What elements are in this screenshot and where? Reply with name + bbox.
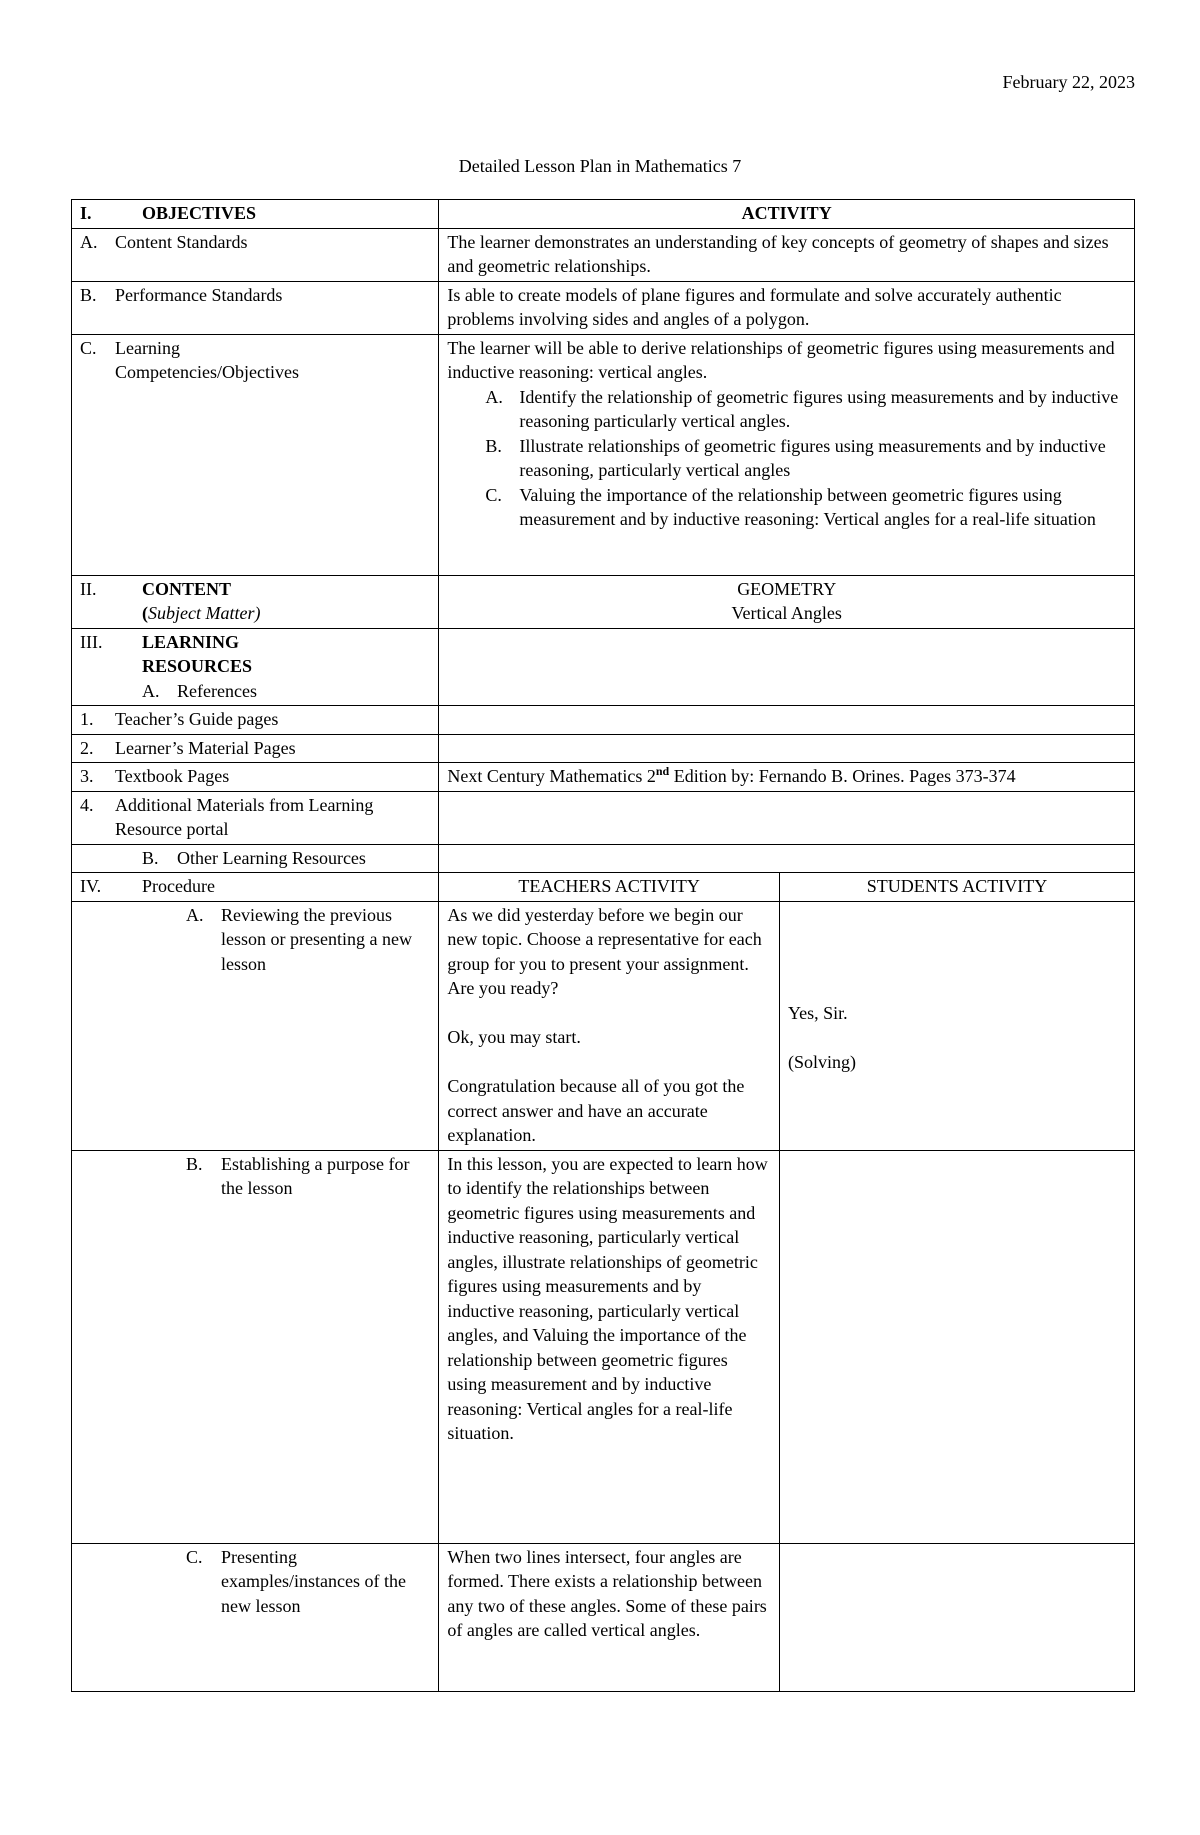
row-label: Textbook Pages (115, 766, 230, 786)
purpose-row (72, 1150, 1135, 1543)
objectives-header: OBJECTIVES (142, 203, 257, 223)
item-number: 3. (80, 766, 94, 786)
row-label: Learning (115, 337, 180, 358)
row-label: Presenting examples/instances of the new lesson (221, 1546, 406, 1616)
row-label: Reviewing the previous lesson or presenting a new lesson (221, 904, 412, 974)
item-number: B. (142, 847, 159, 868)
teacher-line: Ok, you may start. (447, 1027, 581, 1047)
section-number: III. (80, 631, 103, 652)
section-number: I. (80, 203, 92, 223)
item-number: C. (186, 1546, 203, 1567)
teachers-guide-row (72, 706, 1135, 735)
learners-material-row (72, 734, 1135, 763)
resources-label: LEARNING (142, 631, 240, 652)
row-label: Other Learning Resources (177, 847, 366, 868)
presenting-text: When two lines intersect, four angles are formed. There exists a relationship between any two of these angles. Some of these pairs of angles are called vertical angles. (447, 1546, 767, 1640)
presenting-row (72, 1543, 1135, 1691)
document-title: Detailed Lesson Plan in Mathematics 7 (458, 156, 742, 176)
objectives-header-cell (72, 200, 439, 229)
competencies-intro: The learner will be able to derive relationships of geometric figures using measurements and inductive reasoning: vertical angles. (447, 337, 1115, 382)
list-item: C. Valuing the importance of the relationship between geometric figures using measurement and by inductive reasoning: Vertical angles for a real-life situation (485, 484, 1096, 529)
item-number: A. (80, 231, 98, 252)
item-number: A. (186, 904, 204, 925)
textbook-reference: Next Century Mathematics 2nd Edition by: Fernando B. Orines. Pages 373-374 (439, 763, 1135, 792)
subject-matter-label: Subject Matter) (148, 603, 261, 623)
teachers-activity-header: TEACHERS ACTIVITY (439, 873, 780, 902)
content-standards-text: The learner demonstrates an understanding of key concepts of geometry of shapes and sizes and geometric relationships. (439, 228, 1135, 281)
item-number: 1. (80, 709, 94, 729)
competencies-row (72, 334, 1135, 575)
item-number: 4. (80, 794, 94, 815)
list-item: B. Illustrate relationships of geometric figures using measurements and by inductive reasoning, particularly vertical angles (485, 435, 1106, 480)
content-row: II. CONTENT (Subject Matter) GEOMETRY Vertical Angles (72, 575, 1135, 628)
row-label: Establishing a purpose for the lesson (221, 1153, 410, 1198)
row-label: Content Standards (115, 231, 248, 252)
additional-materials-row (72, 791, 1135, 844)
section-number: II. (80, 578, 97, 599)
performance-standards-text: Is able to create models of plane figures and formulate and solve accurately authentic problems involving sides and angles of a polygon. (439, 281, 1135, 334)
purpose-text: In this lesson, you are expected to learn how to identify the relationships between geometric figures using measurements and inductive reasoning, particularly vertical angles, illustrate relationships of geometric figures using measurements and by inductive reasoning, particularly vertical angles, and Valuing the importance of the relationship between geometric figures using measurement and by inductive reasoning: Vertical angles for a real-life situation. (447, 1153, 768, 1443)
teacher-line: As we did yesterday before we begin our new topic. Choose a representative for each group for you to present your assignment. (447, 904, 762, 974)
lesson-plan-table (71, 199, 1135, 1692)
item-number: 2. (80, 737, 94, 758)
other-resources-row (72, 844, 1135, 873)
objectives-list (447, 385, 1126, 532)
teacher-line: Are you ready? (447, 978, 559, 998)
procedure-label: Procedure (142, 876, 215, 896)
activity-header: ACTIVITY (439, 200, 1135, 229)
item-number: B. (80, 284, 97, 305)
row-label: Learner’s Material Pages (115, 737, 296, 758)
section-number: IV. (80, 876, 102, 896)
content-label: CONTENT (142, 578, 232, 599)
content-topic: GEOMETRY (737, 578, 837, 599)
procedure-row (72, 873, 1135, 902)
students-activity-header: STUDENTS ACTIVITY (779, 873, 1134, 902)
performance-standards-row (72, 281, 1135, 334)
row-label: Competencies/Objectives (115, 362, 299, 382)
review-row (72, 901, 1135, 1150)
document-date: February 22, 2023 (1002, 72, 1135, 92)
learning-resources-row: III. LEARNING RESOURCES A. References (72, 628, 1135, 706)
textbook-row (72, 763, 1135, 792)
item-number: A. (142, 680, 160, 701)
row-label: Teacher’s Guide pages (115, 709, 279, 729)
item-number: C. (80, 337, 97, 358)
student-line: Yes, Sir. (787, 1002, 848, 1023)
row-label: Performance Standards (115, 284, 283, 305)
header-row (72, 200, 1135, 229)
student-line: (Solving) (787, 1051, 856, 1072)
content-subtopic: Vertical Angles (731, 603, 842, 623)
row-label: Additional Materials from Learning Resource portal (115, 794, 374, 839)
references-label: References (177, 680, 257, 701)
item-number: B. (186, 1153, 203, 1174)
teacher-line: Congratulation because all of you got the correct answer and have an accurate explanation. (447, 1076, 745, 1145)
list-item: A. Identify the relationship of geometric figures using measurements and by inductive reasoning particularly vertical angles. (485, 386, 1119, 431)
content-standards-row (72, 228, 1135, 281)
